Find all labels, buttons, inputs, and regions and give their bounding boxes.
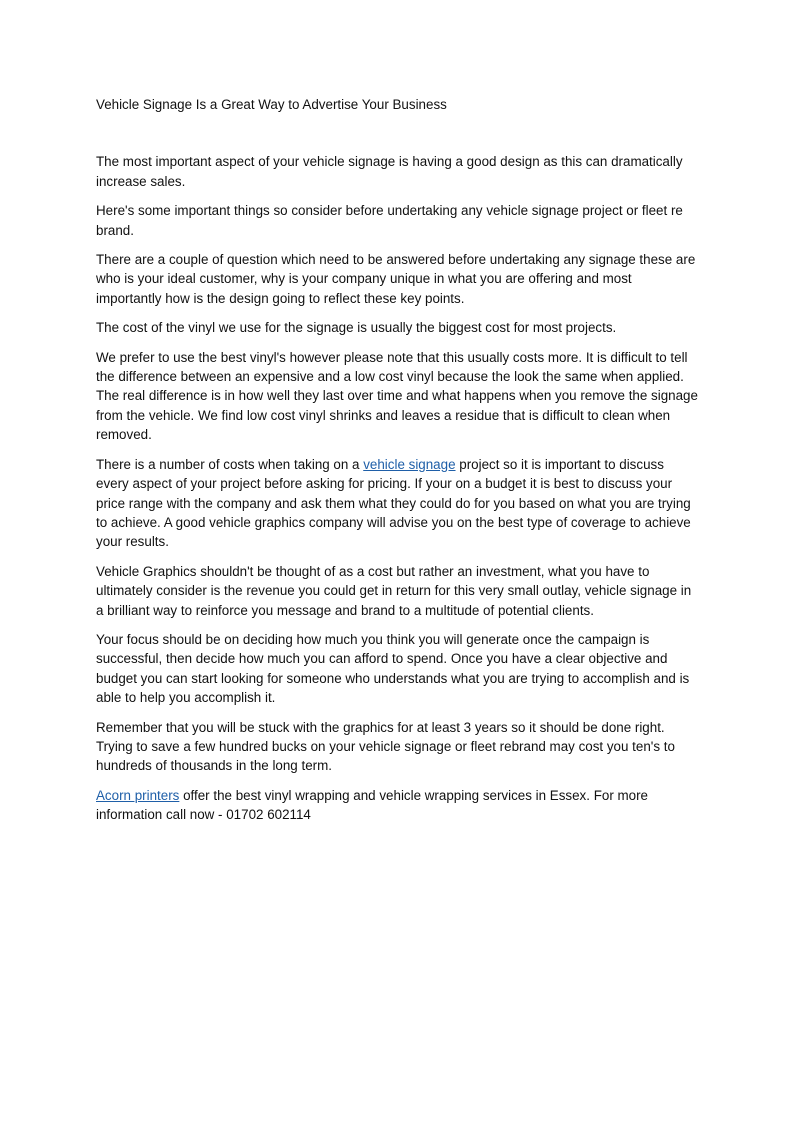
paragraph-6 [96,455,700,552]
acorn-printers-link[interactable]: Acorn printers [96,787,180,803]
paragraph-5: We prefer to use the best vinyl's however please note that this usually costs more. It is difficult to tell the difference between an expensive and a low cost vinyl because the look the same when applied. The real difference is in how well they last over time and what happens when you remove the signage from the vehicle. We find low cost vinyl shrinks and leaves a residue that is difficult to clean when removed. [96,349,698,443]
paragraph-10 [96,786,700,825]
paragraph-6-text-before: There is a number of costs when taking on a [96,456,364,472]
paragraph-6-text-after: project so it is important to discuss every aspect of your project before asking for pricing. If your on a budget it is best to discuss your price range with the company and ask them what they could do for you based on what you are trying to achieve. A good vehicle graphics company will advise you on the best type of coverage to achieve your results. [96,456,691,550]
document-title: Vehicle Signage Is a Great Way to Advertise Your Business [96,97,447,112]
paragraph-2: Here's some important things so consider before undertaking any vehicle signage project or fleet re brand. [96,203,683,238]
paragraph-4: The cost of the vinyl we use for the signage is usually the biggest cost for most projects. [96,320,617,336]
paragraph-9: Remember that you will be stuck with the graphics for at least 3 years so it should be done right. Trying to save a few hundred bucks on your vehicle signage or fleet rebrand may cost you ten's to hundreds of thousands in the long term. [96,719,675,774]
paragraph-7: Vehicle Graphics shouldn't be thought of as a cost but rather an investment, what you have to ultimately consider is the revenue you could get in return for this very small outlay, vehicle signage in a brilliant way to reinforce you message and brand to a multitude of potential clients. [96,563,692,618]
document-page [96,95,700,835]
paragraph-8: Your focus should be on deciding how much you think you will generate once the campaign is successful, then decide how much you can afford to spend. Once you have a clear objective and budget you can start looking for someone who understands what you are trying to accomplish and is able to help you accomplish it. [96,631,690,706]
vehicle-signage-link[interactable]: vehicle signage [363,456,456,472]
paragraph-1: The most important aspect of your vehicle signage is having a good design as this can dramatically increase sales. [96,154,683,189]
paragraph-10-text-after: offer the best vinyl wrapping and vehicle wrapping services in Essex. For more information call now - 01702 602114 [96,787,649,823]
paragraph-3: There are a couple of question which need to be answered before undertaking any signage these are who is your ideal customer, why is your company unique in what you are offering and most importantly how is the design going to reflect these key points. [96,252,696,306]
